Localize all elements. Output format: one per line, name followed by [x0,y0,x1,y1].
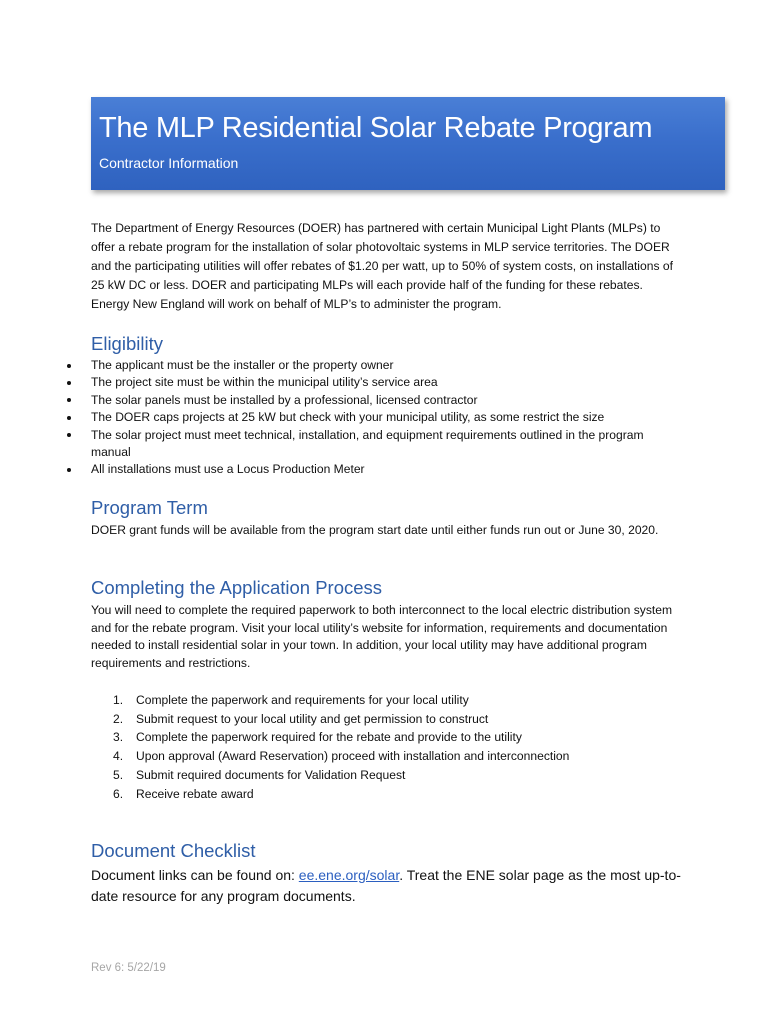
checklist-text-after: . Treat the ENE solar page as the most up-to-date resource for any program documents. [91,867,681,904]
program-term-heading: Program Term [91,497,208,518]
eligibility-item-text: The applicant must be the installer or the property owner [91,358,394,372]
step-number: 1. [113,693,124,707]
list-item [91,785,651,804]
step-number: 3. [113,730,124,745]
step-text: Submit required documents for Validation Request [136,767,406,782]
title-banner [91,97,725,190]
list-item [91,691,651,710]
step-text: Submit request to your local utility and get permission to construct [136,711,489,726]
step-number: 4. [113,749,124,764]
page-subtitle: Contractor Information [99,155,239,171]
list-item [60,461,660,478]
step-text: Complete the paperwork required for the rebate and provide to the utility [136,730,522,745]
eligibility-list [60,357,660,479]
bullet-icon [67,416,71,420]
list-item [60,409,660,426]
list-item [60,427,660,462]
bullet-icon [67,381,71,385]
revision-footer: Rev 6: 5/22/19 [91,962,166,974]
step-text: Complete the paperwork and requirements for your local utility [136,693,469,707]
application-heading: Completing the Application Process [91,577,383,598]
bullet-icon [67,398,71,402]
application-text: You will need to complete the required paperwork to both interconnect to the local electric distribution system and for the rebate program. Visit your local utility’s website for information, requirements and documentation needed to install residential solar in your town. In addition, your local utility may have additional program requirements and restrictions. [91,603,673,670]
list-item [91,710,651,729]
eligibility-item-text: The DOER caps projects at 25 kW but check with your municipal utility, as some restrict the size [91,410,605,425]
list-item [60,374,660,391]
list-item [91,747,651,766]
bullet-icon [67,468,71,472]
eligibility-item-text: All installations must use a Locus Production Meter [91,462,365,477]
list-item [60,357,660,374]
program-term-text: DOER grant funds will be available from the program start date until either funds run out or June 30, 2020. [91,523,659,537]
solar-page-link[interactable]: ee.ene.org/solar [298,867,400,883]
step-text: Upon approval (Award Reservation) proceed with installation and interconnection [136,749,570,764]
page-title: The MLP Residential Solar Rebate Program [99,112,653,144]
step-text: Receive rebate award [136,786,254,801]
checklist-heading: Document Checklist [91,840,256,861]
eligibility-item-text: The solar project must meet technical, installation, and equipment requirements outlined in the program manual [91,427,644,460]
list-item [60,392,660,409]
eligibility-item-text: The project site must be within the municipal utility’s service area [91,375,438,390]
application-steps [91,691,651,803]
checklist-text [91,865,691,907]
list-item [91,766,651,785]
step-number: 6. [113,786,124,801]
bullet-icon [67,433,71,437]
intro-paragraph [91,219,681,314]
step-number: 5. [113,767,124,782]
step-number: 2. [113,711,124,726]
bullet-icon [67,364,71,368]
list-item [91,728,651,747]
eligibility-heading: Eligibility [91,333,163,354]
intro-text: The Department of Energy Resources (DOER) has partnered with certain Municipal Light Plants (MLPs) to offer a rebate program for the installation of solar photovoltaic systems in MLP service territories. The DOER and the participating utilities will offer rebates of $1.20 per watt, up to 50% of system costs, on installations of 25 kW DC or less. DOER and participating MLPs will each provide half of the funding for these rebates. Energy New England will work on behalf of MLP’s to administer the program. [91,221,673,311]
checklist-text-before: Document links can be found on: [91,867,299,883]
eligibility-item-text: The solar panels must be installed by a professional, licensed contractor [91,392,478,407]
